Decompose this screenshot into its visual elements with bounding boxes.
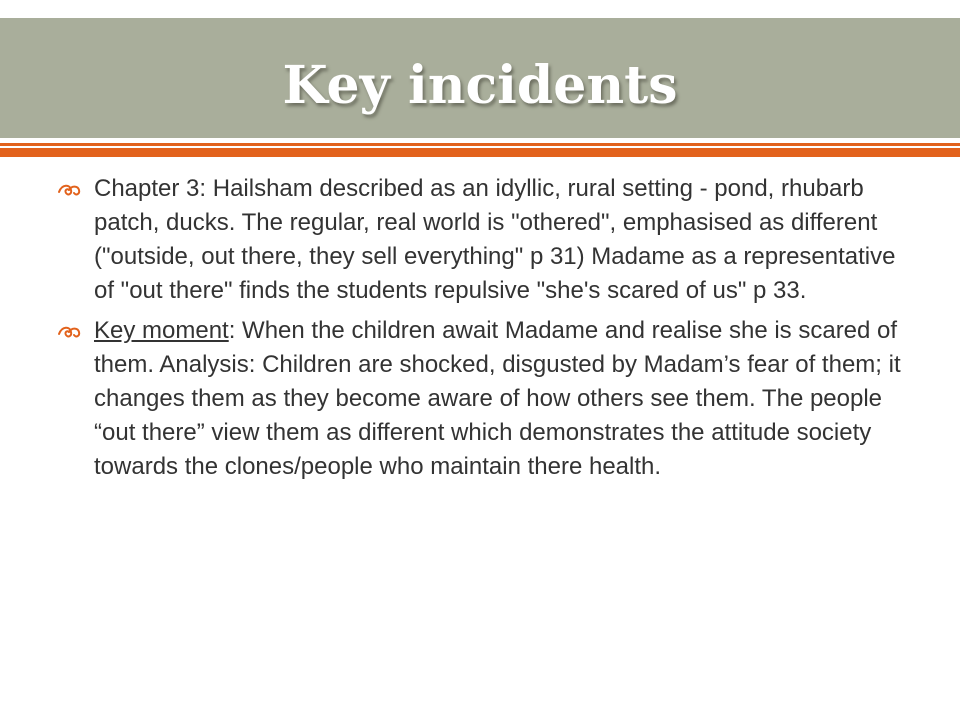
slide-title: Key incidents (282, 55, 678, 116)
bullet-item-chapter-3 (56, 172, 916, 308)
fleuron-bullet-icon (56, 180, 82, 200)
fleuron-bullet-icon (56, 322, 82, 342)
bullet-text: Chapter 3: Hailsham described as an idyllic, rural setting - pond, rhubarb patch, ducks. The regular, real world is "othered", emphasised as different ("outside, out there, they sell everything" p 31) Madame as a representative of "out there" finds the students repulsive "she's scared of us" p 33. (94, 175, 896, 304)
title-band (0, 18, 960, 138)
accent-rule-thin (0, 143, 960, 146)
bullet-text (94, 314, 916, 484)
bullet-list (56, 172, 916, 490)
bullet-item-key-moment (56, 314, 916, 484)
key-moment-text: : When the children await Madame and realise she is scared of them. Analysis: Children are shocked, disgusted by Madam’s fear of them; it changes them as they become aware of how others see them. The people “out there” view them as different which demonstrates the attitude society towards the clones/people who maintain there health. (94, 317, 901, 480)
key-moment-label: Key moment (94, 317, 229, 344)
accent-rule-thick (0, 148, 960, 157)
